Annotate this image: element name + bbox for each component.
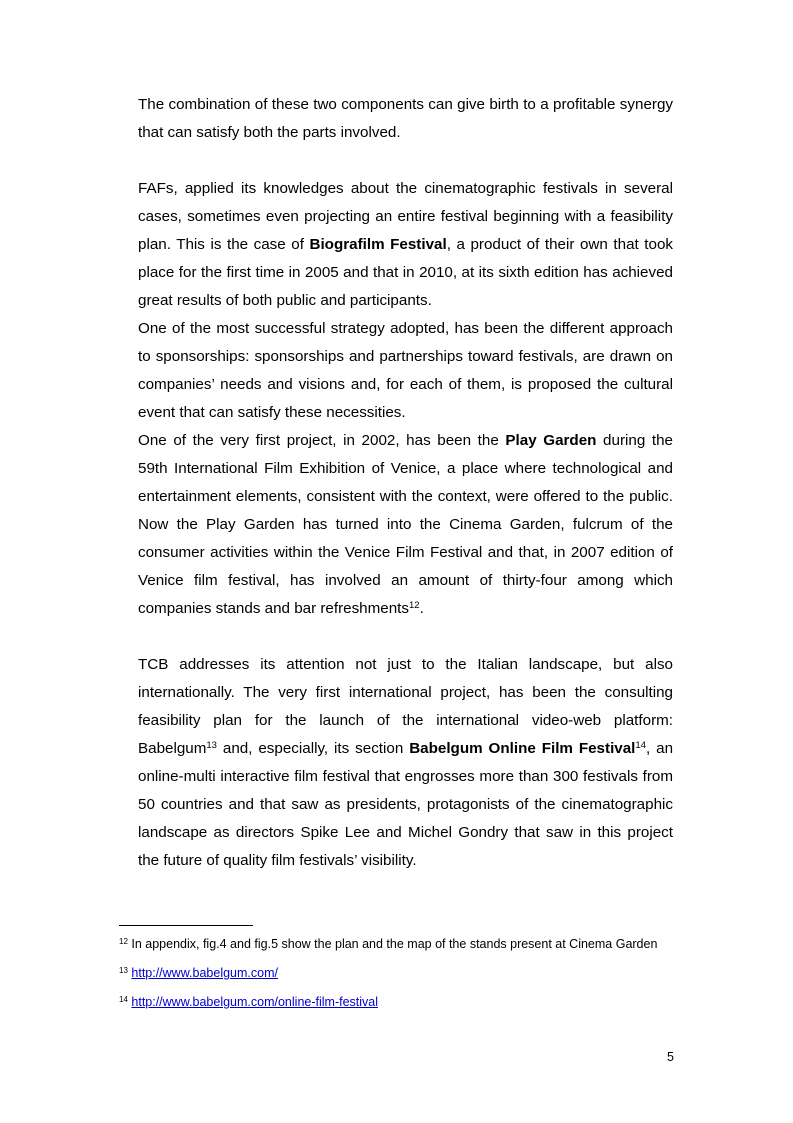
footnote-ref-14[interactable]: 14 (635, 740, 646, 751)
biografilm-festival-name: Biografilm Festival (309, 236, 447, 253)
babelgum-festival-link[interactable]: http://www.babelgum.com/online-film-festival (131, 995, 379, 1009)
paragraph-gap (138, 623, 673, 651)
paragraph-text: and, especially, its section (216, 740, 410, 757)
footnote-ref-12[interactable]: 12 (409, 600, 420, 611)
paragraph-sponsorships: One of the most successful strategy adopted, has been the different approach to sponsorships: sponsorships and partnerships toward festivals, are drawn on companies’ needs and visions and, for each of them, is proposed the cultural event that can satisfy these necessities. (138, 320, 673, 421)
footnote-number: 14 (119, 995, 128, 1004)
footnotes-section (119, 936, 659, 1023)
main-body-text (138, 91, 673, 875)
page-number: 5 (667, 1050, 674, 1064)
paragraph-synergy: The combination of these two components can give birth to a profitable synergy that can satisfy both the parts involved. (138, 96, 673, 141)
play-garden-name: Play Garden (505, 432, 597, 449)
paragraph-text: . (419, 600, 424, 617)
paragraph-biografilm (138, 175, 673, 315)
footnote-ref-13[interactable]: 13 (206, 740, 217, 751)
babelgum-festival-name: Babelgum Online Film Festival (409, 740, 636, 757)
paragraph-text: One of the very first project, in 2002, has been the (138, 432, 506, 449)
paragraph-play-garden (138, 427, 673, 623)
footnote-12 (119, 936, 659, 952)
paragraph-text: during the 59th International Film Exhibition of Venice, a place where technological and entertainment elements, consistent with the context, were offered to the public. Now the Play Garden has turned into the Cinema Garden, fulcrum of the consumer activities within the Venice Film Festival and that, in 2007 edition of Venice film festival, has involved an amount of thirty-four among which companies stands and bar refreshments (138, 432, 673, 617)
footnote-13 (119, 965, 659, 981)
paragraph-text: FAFs, applied its knowledges about the cinematographic festivals in several cases, sometimes even projecting an entire festival beginning with a feasibility plan. This is the case of (138, 180, 673, 253)
footnote-text: In appendix, fig.4 and fig.5 show the plan and the map of the stands present at Cinema Garden (127, 937, 658, 951)
paragraph-text: , an online-multi interactive film festival that engrosses more than 300 festivals from 50 countries and that saw as presidents, protagonists of the cinematographic landscape as directors Spike Lee and Michel Gondry that saw in this project the future of quality film festivals’ visibility. (138, 740, 674, 869)
footnote-separator (119, 925, 253, 926)
footnote-14 (119, 994, 659, 1010)
paragraph-babelgum (138, 651, 673, 875)
paragraph-gap (138, 147, 673, 175)
paragraph-text: TCB addresses its attention not just to the Italian landscape, but also internationally. The very first international project, has been the consulting feasibility plan for the launch of the international video-web platform: Babelgum (138, 656, 673, 757)
footnote-number: 12 (119, 937, 128, 946)
paragraph-text: , a product of their own that took place for the first time in 2005 and that in 2010, at its sixth edition has achieved great results of both public and participants. (138, 236, 673, 309)
babelgum-link[interactable]: http://www.babelgum.com/ (131, 966, 278, 980)
footnote-number: 13 (119, 966, 128, 975)
